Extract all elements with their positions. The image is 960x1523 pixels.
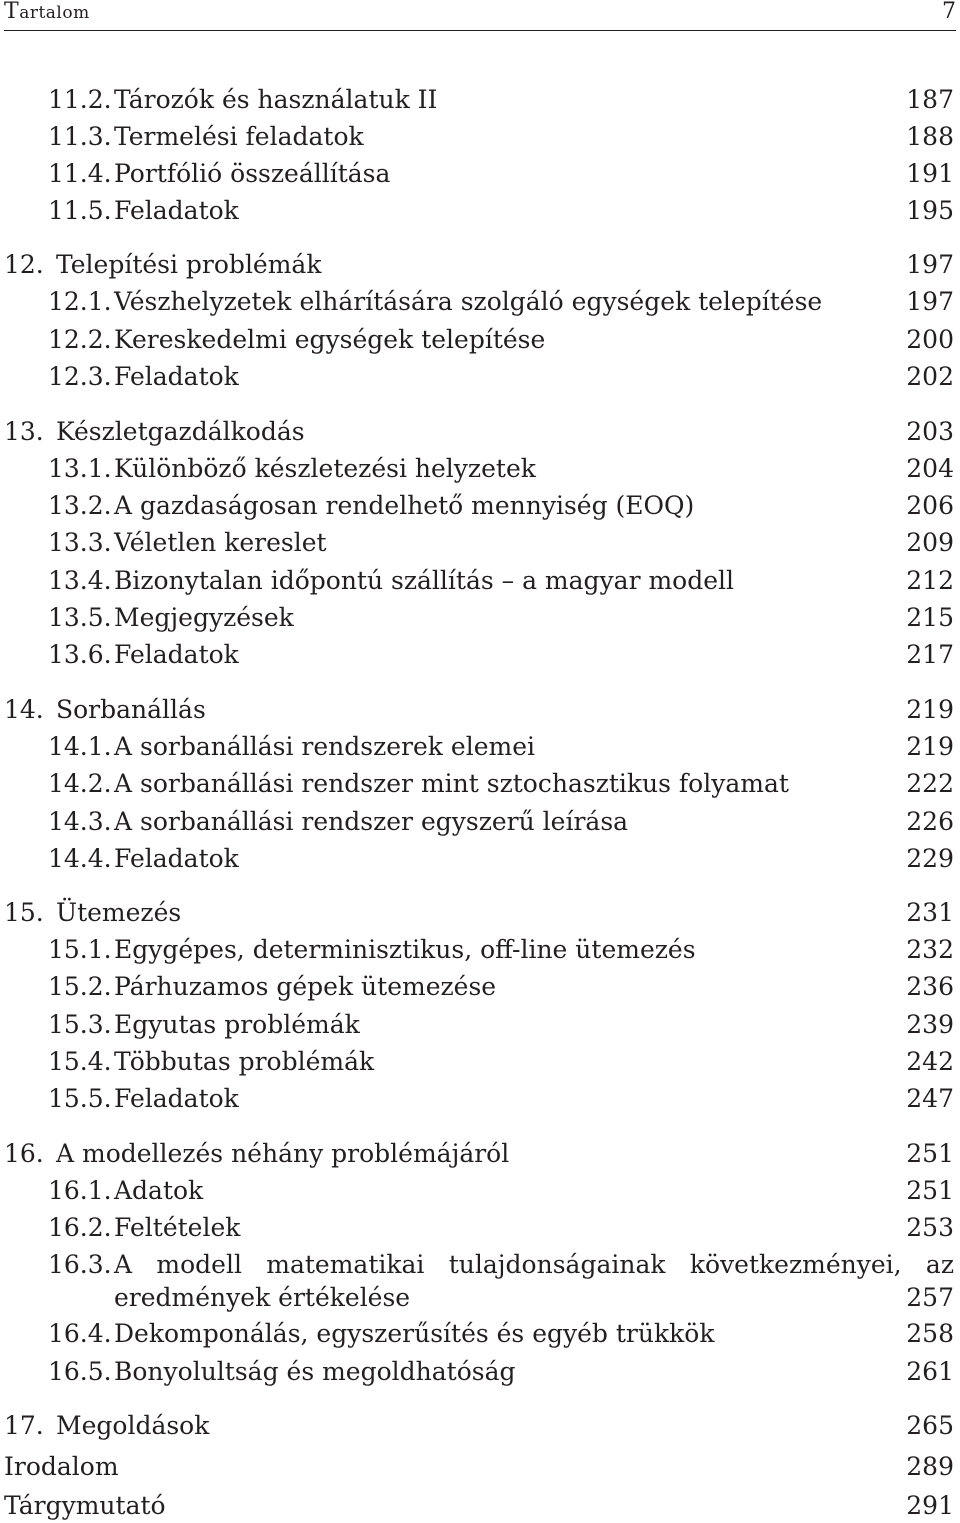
toc-page: 187 bbox=[906, 85, 954, 114]
toc-title: Termelési feladatok bbox=[114, 122, 364, 151]
toc-entry-11-2[interactable] bbox=[4, 84, 954, 116]
toc-entry-16-2[interactable] bbox=[4, 1212, 954, 1244]
toc-entry-16-3[interactable] bbox=[4, 1249, 954, 1315]
toc-page: 257 bbox=[906, 1283, 954, 1312]
toc-title: Kereskedelmi egységek telepítése bbox=[114, 325, 546, 354]
toc-page: 219 bbox=[906, 732, 954, 761]
toc-page: 195 bbox=[906, 196, 954, 225]
toc-number: 13.2. bbox=[48, 491, 112, 520]
toc-title: Feladatok bbox=[114, 362, 239, 391]
toc-page: 203 bbox=[906, 417, 954, 446]
toc-entry-13-6[interactable] bbox=[4, 639, 954, 671]
toc-title: Egygépes, determinisztikus, off-line ütemezés bbox=[114, 935, 696, 964]
toc-title: Tárgymutató bbox=[4, 1491, 166, 1520]
toc-chapter-17[interactable] bbox=[4, 1410, 954, 1442]
toc-entry-15-4[interactable] bbox=[4, 1046, 954, 1078]
toc-title: Telepítési problémák bbox=[56, 250, 322, 279]
header-title-rest: artalom bbox=[19, 3, 90, 23]
toc-number: 14.4. bbox=[48, 844, 112, 873]
toc-number: 16.3. bbox=[48, 1250, 112, 1279]
toc-page: 251 bbox=[906, 1176, 954, 1205]
toc-page: 200 bbox=[906, 325, 954, 354]
toc-title: A sorbanállási rendszer mint sztochasztikus folyamat bbox=[114, 769, 789, 798]
toc-title: A sorbanállási rendszer egyszerű leírása bbox=[114, 807, 629, 836]
toc-title: Dekomponálás, egyszerűsítés és egyéb trükkök bbox=[114, 1319, 715, 1348]
toc-entry-13-4[interactable] bbox=[4, 565, 954, 597]
toc-title: Bizonytalan időpontú szállítás – a magyar modell bbox=[114, 566, 735, 595]
toc-page: 229 bbox=[906, 844, 954, 873]
toc-title: Feltételek bbox=[114, 1213, 241, 1242]
toc-entry-16-4[interactable] bbox=[4, 1318, 954, 1350]
toc-title: Ütemezés bbox=[56, 898, 182, 927]
toc-page: 212 bbox=[906, 566, 954, 595]
toc-page: 219 bbox=[906, 695, 954, 724]
toc-title: Egyutas problémák bbox=[114, 1010, 360, 1039]
toc-entry-13-1[interactable] bbox=[4, 453, 954, 485]
toc-title-continued: eredmények értékelése bbox=[114, 1283, 411, 1312]
toc-title: A modell matematikai tulajdonságainak következményei, az bbox=[114, 1250, 954, 1279]
toc-title: Vészhelyzetek elhárítására szolgáló egységek telepítése bbox=[114, 287, 823, 316]
toc-number: 13.5. bbox=[48, 603, 112, 632]
header-title-initial: T bbox=[4, 0, 20, 24]
toc-page: 251 bbox=[906, 1139, 954, 1168]
toc-number: 11.3. bbox=[48, 122, 112, 151]
toc-number: 15.3. bbox=[48, 1010, 112, 1039]
toc-entry-15-3[interactable] bbox=[4, 1009, 954, 1041]
toc-entry-16-5[interactable] bbox=[4, 1356, 954, 1388]
toc-entry-12-3[interactable] bbox=[4, 361, 954, 393]
toc-entry-13-3[interactable] bbox=[4, 527, 954, 559]
toc-title: Feladatok bbox=[114, 1084, 239, 1113]
toc-entry-13-2[interactable] bbox=[4, 490, 954, 522]
toc-chapter-12[interactable] bbox=[4, 249, 954, 281]
toc-page: 265 bbox=[906, 1411, 954, 1440]
toc-number: 11.5. bbox=[48, 196, 112, 225]
toc-number: 11.2. bbox=[48, 85, 112, 114]
toc-entry-16-1[interactable] bbox=[4, 1175, 954, 1207]
toc-number: 17. bbox=[4, 1411, 44, 1440]
toc-number: 13.3. bbox=[48, 528, 112, 557]
toc-title: Irodalom bbox=[4, 1452, 119, 1481]
toc-title: A gazdaságosan rendelhető mennyiség (EOQ) bbox=[114, 491, 695, 520]
toc-number: 13. bbox=[4, 417, 44, 446]
toc-title: Tározók és használatuk II bbox=[114, 85, 438, 114]
toc-chapter-16[interactable] bbox=[4, 1138, 954, 1170]
toc-number: 13.6. bbox=[48, 640, 112, 669]
toc-page: 291 bbox=[906, 1491, 954, 1520]
toc-number: 16.2. bbox=[48, 1213, 112, 1242]
toc-number: 12.2. bbox=[48, 325, 112, 354]
toc-page: 247 bbox=[906, 1084, 954, 1113]
toc-page: 231 bbox=[906, 898, 954, 927]
toc-number: 14.1. bbox=[48, 732, 112, 761]
toc-number: 15.2. bbox=[48, 972, 112, 1001]
toc-entry-14-3[interactable] bbox=[4, 806, 954, 838]
toc-page: 197 bbox=[906, 250, 954, 279]
toc-title: Párhuzamos gépek ütemezése bbox=[114, 972, 497, 1001]
toc-entry-11-3[interactable] bbox=[4, 121, 954, 153]
toc-number: 12.3. bbox=[48, 362, 112, 391]
toc-title: Készletgazdálkodás bbox=[56, 417, 305, 446]
toc-page: 261 bbox=[906, 1357, 954, 1386]
toc-entry-14-4[interactable] bbox=[4, 843, 954, 875]
toc-entry-irodalom[interactable] bbox=[4, 1451, 954, 1483]
toc-number: 12. bbox=[4, 250, 44, 279]
toc-title: Adatok bbox=[114, 1176, 204, 1205]
toc-title: Többutas problémák bbox=[114, 1047, 375, 1076]
toc-page: 253 bbox=[906, 1213, 954, 1242]
toc-number: 16.1. bbox=[48, 1176, 112, 1205]
toc-entry-15-2[interactable] bbox=[4, 971, 954, 1003]
toc-page: 206 bbox=[906, 491, 954, 520]
toc-title: Megoldások bbox=[56, 1411, 210, 1440]
toc-number: 16.5. bbox=[48, 1357, 112, 1386]
running-header bbox=[4, 0, 956, 31]
toc-title: A modellezés néhány problémájáról bbox=[56, 1139, 510, 1168]
toc-number: 14.2. bbox=[48, 769, 112, 798]
toc-page: 209 bbox=[906, 528, 954, 557]
toc-number: 12.1. bbox=[48, 287, 112, 316]
toc-entry-14-2[interactable] bbox=[4, 768, 954, 800]
toc-title: Feladatok bbox=[114, 844, 239, 873]
toc-entry-12-1[interactable] bbox=[4, 286, 954, 318]
toc-chapter-14[interactable] bbox=[4, 694, 954, 726]
toc-entry-15-1[interactable] bbox=[4, 934, 954, 966]
toc-number: 15.1. bbox=[48, 935, 112, 964]
toc-page: 226 bbox=[906, 807, 954, 836]
toc-entry-14-1[interactable] bbox=[4, 731, 954, 763]
toc-number: 16. bbox=[4, 1139, 44, 1168]
header-title bbox=[4, 0, 90, 25]
toc-number: 16.4. bbox=[48, 1319, 112, 1348]
toc-title: Megjegyzések bbox=[114, 603, 294, 632]
toc-title: Különböző készletezési helyzetek bbox=[114, 454, 536, 483]
toc-number: 13.1. bbox=[48, 454, 112, 483]
toc-page: 242 bbox=[906, 1047, 954, 1076]
toc-entry-11-4[interactable] bbox=[4, 158, 954, 190]
toc-chapter-13[interactable] bbox=[4, 416, 954, 448]
toc-page: 188 bbox=[906, 122, 954, 151]
toc-title: Sorbanállás bbox=[56, 695, 206, 724]
toc-title: Bonyolultság és megoldhatóság bbox=[114, 1357, 516, 1386]
toc-page: 202 bbox=[906, 362, 954, 391]
toc-number: 15.5. bbox=[48, 1084, 112, 1113]
toc-number: 15. bbox=[4, 898, 44, 927]
toc-number: 13.4. bbox=[48, 566, 112, 595]
toc-chapter-15[interactable] bbox=[4, 897, 954, 929]
toc-title: A sorbanállási rendszerek elemei bbox=[114, 732, 535, 761]
toc-number: 14.3. bbox=[48, 807, 112, 836]
toc-page: 204 bbox=[906, 454, 954, 483]
toc-page: 239 bbox=[906, 1010, 954, 1039]
toc-page: 289 bbox=[906, 1452, 954, 1481]
toc-entry-15-5[interactable] bbox=[4, 1083, 954, 1115]
toc-number: 11.4. bbox=[48, 159, 112, 188]
header-page-number: 7 bbox=[942, 0, 956, 24]
toc-page: 232 bbox=[906, 935, 954, 964]
toc-page: 258 bbox=[906, 1319, 954, 1348]
toc-entry-11-5[interactable] bbox=[4, 195, 954, 227]
toc-entry-12-2[interactable] bbox=[4, 324, 954, 356]
toc-title: Véletlen kereslet bbox=[114, 528, 327, 557]
toc-number: 15.4. bbox=[48, 1047, 112, 1076]
toc-page: 217 bbox=[906, 640, 954, 669]
toc-entry-targymutato[interactable] bbox=[4, 1490, 954, 1522]
toc-title: Feladatok bbox=[114, 196, 239, 225]
toc-page: 222 bbox=[906, 769, 954, 798]
toc-page: 197 bbox=[906, 287, 954, 316]
toc-page: 236 bbox=[906, 972, 954, 1001]
toc-title: Feladatok bbox=[114, 640, 239, 669]
toc-title: Portfólió összeállítása bbox=[114, 159, 391, 188]
toc-number: 14. bbox=[4, 695, 44, 724]
toc-page: 191 bbox=[906, 159, 954, 188]
toc-page: 215 bbox=[906, 603, 954, 632]
toc-entry-13-5[interactable] bbox=[4, 602, 954, 634]
